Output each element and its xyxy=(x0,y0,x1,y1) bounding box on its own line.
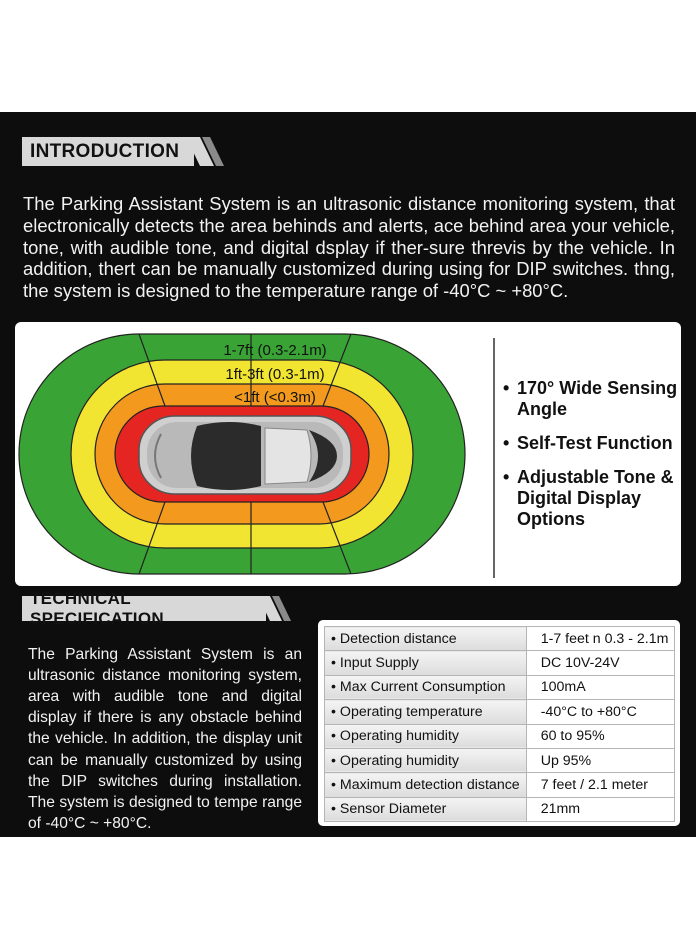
table-row xyxy=(325,797,675,821)
spec-value: 21mm xyxy=(526,797,675,821)
spec-value: 7 feet / 2.1 meter xyxy=(526,773,675,797)
zone-far-label: 1-7ft (0.3-2.1m) xyxy=(223,342,327,359)
spec-value: DC 10V-24V xyxy=(526,651,675,675)
spec-key: • Operating temperature xyxy=(325,700,527,724)
feature-text: Self-Test Function xyxy=(517,433,673,453)
introduction-heading xyxy=(22,137,194,166)
table-row xyxy=(325,627,675,651)
table-row xyxy=(325,748,675,772)
spec-key: • Input Supply xyxy=(325,651,527,675)
diagram-divider xyxy=(493,338,495,578)
car-icon xyxy=(139,416,351,494)
spec-key: • Maximum detection distance xyxy=(325,773,527,797)
table-row xyxy=(325,700,675,724)
table-row xyxy=(325,773,675,797)
spec-key: • Operating humidity xyxy=(325,724,527,748)
feature-text: Adjustable Tone & Digital Display Options xyxy=(517,467,674,529)
introduction-heading-text: INTRODUCTION xyxy=(30,140,180,162)
technical-spec-heading xyxy=(22,588,266,628)
table-row xyxy=(325,651,675,675)
spec-table xyxy=(324,626,675,822)
technical-spec-paragraph: The Parking Assistant System is an ultrasonic distance monitoring system, area with audible tone and digital display if there is any obstacle behind the vehicle. In addition, the display unit can be manually customized by using the DIP switches during installation. The system is designed to tempe range of -40°C ~ +80°C. xyxy=(28,645,302,833)
bullet-icon: • xyxy=(503,433,510,453)
spec-table-card xyxy=(318,620,680,826)
spec-value: -40°C to +80°C xyxy=(526,700,675,724)
zone-mid-label: 1ft-3ft (0.3-1m) xyxy=(225,366,325,383)
feature-item xyxy=(503,433,678,454)
sensing-diagram-box xyxy=(15,322,681,586)
table-row xyxy=(325,724,675,748)
spec-value: 100mA xyxy=(526,675,675,699)
spec-key: • Detection distance xyxy=(325,627,527,651)
spec-key: • Max Current Consumption xyxy=(325,675,527,699)
feature-list xyxy=(503,378,678,543)
bullet-icon: • xyxy=(503,467,510,487)
feature-item xyxy=(503,467,678,530)
feature-item xyxy=(503,378,678,420)
heading-stripes-icon xyxy=(186,137,226,166)
table-row xyxy=(325,675,675,699)
technical-spec-heading-text: TECHNICAL SPECIFICATION xyxy=(30,588,164,628)
zone-near-label: <1ft (<0.3m) xyxy=(234,389,316,406)
spec-key: • Sensor Diameter xyxy=(325,797,527,821)
spec-value: 60 to 95% xyxy=(526,724,675,748)
spec-key: • Operating humidity xyxy=(325,748,527,772)
bullet-icon: • xyxy=(503,378,510,398)
spec-value: Up 95% xyxy=(526,748,675,772)
feature-text: 170° Wide Sensing Angle xyxy=(517,378,678,419)
introduction-paragraph: The Parking Assistant System is an ultrasonic distance monitoring system, that electronically detects the area behinds and alerts, ace behind area your vehicle, tone, with audible tone, and digital dsplay if ther-sure threvis by the vehicle. In addition, thert can be manually customized during using for DIP switches. thng, the system is designed to the temperature range of -40°C ~ +80°C. xyxy=(23,193,675,301)
spec-value: 1-7 feet n 0.3 - 2.1m xyxy=(526,627,675,651)
heading-stripes-icon xyxy=(258,596,298,621)
product-panel xyxy=(0,112,696,837)
sensing-zones-diagram xyxy=(15,322,485,586)
